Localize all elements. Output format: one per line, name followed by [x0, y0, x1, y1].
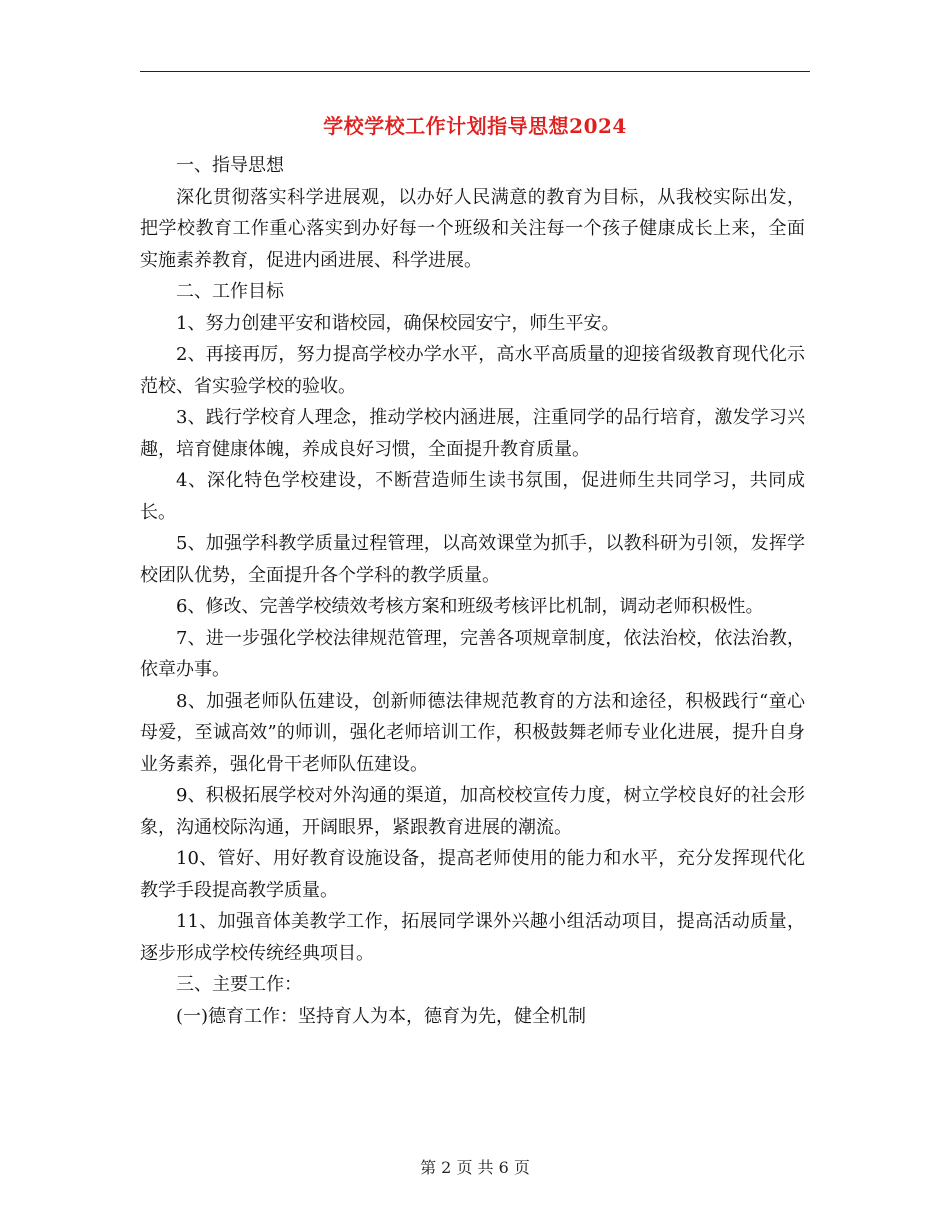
document-title: 学校学校工作计划指导思想2024	[323, 114, 627, 138]
document-body	[140, 150, 805, 1032]
list-item: 4、深化特色学校建设，不断营造师生读书氛围，促进师生共同学习，共同成长。	[140, 470, 805, 523]
page-footer: 第 2 页 共 6 页	[420, 1158, 530, 1177]
list-item: 5、加强学科教学质量过程管理，以高效课堂为抓手，以教科研为引领，发挥学校团队优势，全面提升各个学科的教学质量。	[140, 533, 805, 586]
list-item: 7、进一步强化学校法律规范管理，完善各项规章制度，依法治校，依法治教，依章办事。	[140, 627, 805, 680]
list-item: 3、践行学校育人理念，推动学校内涵进展，注重同学的品行培育，激发学习兴趣，培育健康体魄，养成良好习惯，全面提升教育质量。	[140, 407, 805, 460]
list-item: 6、修改、完善学校绩效考核方案和班级考核评比机制，调动老师积极性。	[176, 596, 764, 617]
list-item: 10、管好、用好教育设施设备，提高老师使用的能力和水平，充分发挥现代化教学手段提高教学质量。	[140, 848, 805, 901]
list-item: 8、加强老师队伍建设，创新师德法律规范教育的方法和途径，积极践行“童心母爱，至诚高效”的师训，强化老师培训工作，积极鼓舞老师专业化进展，提升自身业务素养，强化骨干老师队伍建设。	[140, 690, 805, 775]
section-heading: 一、指导思想	[176, 155, 284, 176]
paragraph: 深化贯彻落实科学进展观，以办好人民满意的教育为目标，从我校实际出发，把学校教育工作重心落实到办好每一个班级和关注每一个孩子健康成长上来，全面实施素养教育，促进内函进展、科学进展。	[140, 186, 805, 271]
list-item: 11、加强音体美教学工作，拓展同学课外兴趣小组活动项目，提高活动质量，逐步形成学校传统经典项目。	[140, 911, 805, 964]
list-item: 2、再接再厉，努力提高学校办学水平，高水平高质量的迎接省级教育现代化示范校、省实验学校的验收。	[140, 344, 805, 397]
list-item: 1、努力创建平安和谐校园，确保校园安宁，师生平安。	[176, 312, 620, 334]
section-heading: 二、工作目标	[176, 281, 284, 302]
header-rule	[140, 71, 810, 72]
sub-heading: (一)德育工作：坚持育人为本，德育为先，健全机制	[176, 1005, 587, 1027]
section-heading: 三、主要工作：	[176, 974, 302, 995]
list-item: 9、积极拓展学校对外沟通的渠道，加高校校宣传力度，树立学校良好的社会形象，沟通校际沟通，开阔眼界，紧跟教育进展的潮流。	[140, 785, 805, 838]
